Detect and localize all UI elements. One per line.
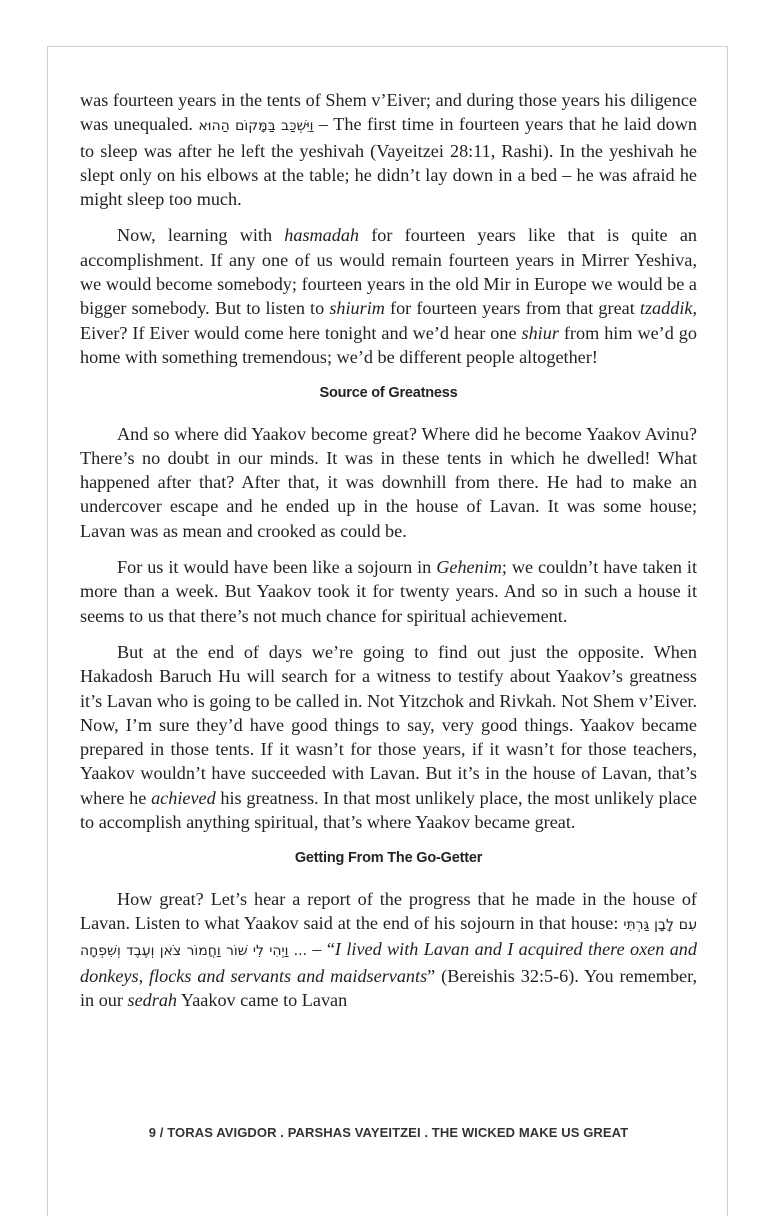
text-run: for fourteen years like that is quite an accomplishment. If any one of us would remain fourteen years in Mirrer Yeshiva, we would become somebody; fourteen years in the old Mir in Europe we would be a bigger somebody. But to listen to	[80, 225, 697, 319]
section-heading: Source of Greatness	[319, 385, 458, 402]
text-run: from him we’d go home with something tremendous; we’d be different people altogether!	[80, 322, 697, 367]
paragraph	[80, 555, 697, 628]
text-run: his greatness. In that most unlikely place, the most unlikely place to accomplish anything spiritual, that’s where Yaakov became great.	[80, 787, 697, 833]
section-heading: Getting From The Go-Getter	[294, 850, 483, 867]
text-run: – The first time in fourteen years that he laid down to sleep was after he left the yeshivah (Vayeitzei 28:11, Rashi). In the yeshivah he slept only on his elbows at the table; he didn’t lay down in a bed – he was afraid he might sleep too much.	[80, 114, 697, 210]
paragraph	[80, 422, 697, 543]
italic-term: hasmadah	[284, 225, 360, 246]
text-run: for fourteen years from that great	[384, 298, 640, 319]
text-run: ” (Bereishis 32:5-6). You remember, in our	[80, 965, 697, 1010]
text-run: For us it would have been like a sojourn in	[117, 557, 437, 578]
hebrew-quote: וַיִּשְׁכַּב בַּמָּקוֹם הַהוּא	[198, 118, 314, 135]
italic-term: shiurim	[329, 298, 385, 319]
hebrew-quote: עִם לָבָן גַּרְתִּי ... וַיְהִי לִי שׁוֹר וַחֲמוֹר צֹאן וְעֶבֶד וְשִׁפְחָה	[80, 916, 697, 960]
paragraph	[80, 887, 697, 1012]
text-run: How great? Let’s hear a report of the progress that he made in the house of Lavan. Listen to what Yaakov said at the end of his sojourn in that house:	[80, 888, 697, 933]
italic-term: Gehenim	[436, 557, 502, 578]
italic-term: sedrah	[127, 989, 178, 1010]
text-run: Now, learning with	[117, 225, 285, 246]
text-run: ; we couldn’t have taken it more than a week. But Yaakov took it for twenty years. And so in such a house it seems to us that there’s not much chance for spiritual achievement.	[80, 557, 698, 626]
text-run: Yaakov came to Lavan	[177, 989, 348, 1010]
text-run: And so where did Yaakov become great? Where did he become Yaakov Avinu? There’s no doubt in our minds. It was in these tents in which he dwelled! What happened after that? After that, it was downhill from there. He had to make an undercover escape and he ended up in the house of Lavan. It was some house; Lavan was as mean and crooked as could be.	[80, 423, 697, 541]
paragraph	[80, 88, 697, 211]
text-run: , Eiver? If Eiver would come here tonight and we’d hear one	[80, 298, 697, 343]
text-run: But at the end of days we’re going to find out just the opposite. When Hakadosh Baruch Hu will search for a witness to testify about Yaakov’s greatness it’s Lavan who is going to be called in. Not Yitzchok and Rivkah. Not Shem v’Eiver. Now, I’m sure they’d have good things to say, very good things. Yaakov became prepared in those tents. If it wasn’t for those years, if it wasn’t for those teachers, Yaakov wouldn’t have succeeded with Lavan. But it’s in the house of Lavan, that’s where he	[80, 641, 697, 808]
italic-term: achieved	[151, 787, 216, 808]
paragraph	[80, 640, 697, 834]
text-run: was fourteen years in the tents of Shem v’Eiver; and during those years his diligence was unequaled.	[80, 90, 697, 135]
italic-term: tzaddik	[639, 298, 693, 319]
text-run: – “	[307, 939, 335, 960]
page-body	[80, 88, 697, 1024]
italic-term: shiur	[521, 322, 559, 343]
page-footer: 9 / TORAS AVIGDOR . PARSHAS VAYEITZEI . THE WICKED MAKE US GREAT	[148, 1125, 629, 1140]
italic-term: I lived with Lavan and I acquired there oxen and donkeys, flocks and servants and maidservants	[80, 939, 697, 986]
paragraph	[80, 223, 697, 369]
